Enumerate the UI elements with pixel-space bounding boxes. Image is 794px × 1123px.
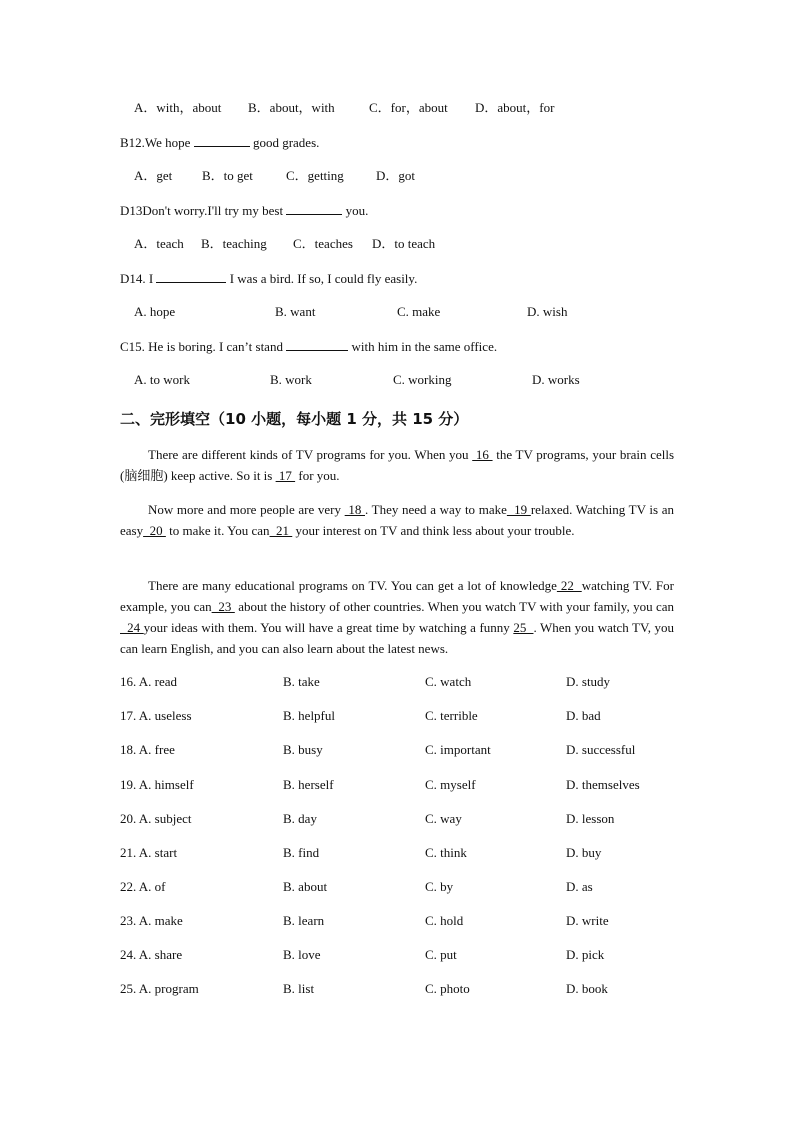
- passage-paragraph-1: [120, 444, 674, 486]
- p2-text-5: your interest on TV and think less about your trouble.: [292, 523, 575, 538]
- blank-19: 19: [506, 502, 531, 517]
- q11-option-b: B．about，with: [248, 100, 335, 115]
- q12-option-a: A．get: [134, 168, 173, 183]
- answer-24-b: B. love: [283, 947, 321, 962]
- blank-18: 18: [344, 502, 365, 517]
- q15-blank: [286, 338, 348, 351]
- answer-19-c: C. myself: [425, 777, 476, 792]
- passage-paragraph-2: [120, 499, 674, 541]
- q12-option-d: D．got: [376, 168, 416, 183]
- answer-24-c: C. put: [425, 947, 457, 962]
- q14-option-c: C. make: [397, 304, 441, 319]
- answer-20-b: B. day: [283, 811, 317, 826]
- blank-25: 25: [513, 620, 534, 635]
- answer-19-d: D. themselves: [566, 777, 640, 792]
- answer-16-a: 16. A. read: [120, 674, 178, 689]
- q11-option-d: D．about，for: [475, 100, 555, 115]
- q15-prefix: C15. He is boring. I can’t stand: [120, 339, 283, 354]
- q11-option-a: A．with，about: [134, 100, 222, 115]
- p3-text-4: your ideas with them. You will have a great time by watching a funny: [143, 620, 514, 635]
- q14-suffix: I was a bird. If so, I could fly easily.: [229, 271, 418, 286]
- blank-16: 16: [472, 447, 493, 462]
- p1-text-3: for you.: [295, 468, 340, 483]
- answer-22-d: D. as: [566, 879, 593, 894]
- q12-suffix: good grades.: [252, 135, 320, 150]
- p3-text-2: watching TV. For example, you can: [120, 578, 674, 614]
- q13-option-c: C．teaches: [293, 236, 353, 251]
- answer-24-d: D. pick: [566, 947, 605, 962]
- q15-suffix: with him in the same office.: [351, 339, 498, 354]
- p1-text-2: the TV programs, your brain cells (脑细胞) keep active. So it is: [120, 447, 675, 483]
- answer-20-a: 20. A. subject: [120, 811, 192, 826]
- blank-20: 20: [143, 523, 166, 538]
- answer-16-b: B. take: [283, 674, 320, 689]
- answer-22-c: C. by: [425, 879, 454, 894]
- answer-24-a: 24. A. share: [120, 947, 183, 962]
- q13-blank: [286, 202, 342, 215]
- answer-21-a: 21. A. start: [120, 845, 178, 860]
- q14-stem: [120, 270, 417, 287]
- q14-option-d: D. wish: [527, 304, 568, 319]
- answer-21-c: C. think: [425, 845, 467, 860]
- answer-19-a: 19. A. himself: [120, 777, 194, 792]
- answer-20-d: D. lesson: [566, 811, 615, 826]
- q15-option-b: B. work: [270, 372, 312, 387]
- answer-25-a: 25. A. program: [120, 981, 199, 996]
- answer-25-b: B. list: [283, 981, 315, 996]
- answer-16-c: C. watch: [425, 674, 472, 689]
- q14-option-a: A. hope: [134, 304, 176, 319]
- q15-stem: [120, 338, 497, 355]
- answer-22-a: 22. A. of: [120, 879, 166, 894]
- p3-text-1: There are many educational programs on TV. You can get a lot of knowledge: [148, 578, 557, 593]
- q12-option-b: B．to get: [202, 168, 253, 183]
- answer-17-a: 17. A. useless: [120, 708, 192, 723]
- answer-23-c: C. hold: [425, 913, 464, 928]
- blank-23: 23: [211, 599, 235, 614]
- q13-option-a: A．teach: [134, 236, 184, 251]
- answer-18-a: 18. A. free: [120, 742, 175, 757]
- answer-18-b: B. busy: [283, 742, 323, 757]
- p3-text-5: . When you watch TV, you can learn English, and you can also learn about the latest news.: [120, 620, 675, 656]
- q15-option-a: A. to work: [134, 372, 190, 387]
- answer-19-b: B. herself: [283, 777, 334, 792]
- answer-23-d: D. write: [566, 913, 609, 928]
- q12-prefix: B12.We hope: [120, 135, 191, 150]
- q15-option-c: C. working: [393, 372, 452, 387]
- answer-21-d: D. buy: [566, 845, 602, 860]
- p2-text-1: Now more and more people are very: [148, 502, 345, 517]
- blank-22: 22: [556, 578, 582, 593]
- answer-16-d: D. study: [566, 674, 611, 689]
- answer-22-b: B. about: [283, 879, 328, 894]
- answer-25-d: D. book: [566, 981, 608, 996]
- blank-24: 24: [120, 620, 144, 635]
- answer-20-c: C. way: [425, 811, 462, 826]
- answer-18-d: D. successful: [566, 742, 636, 757]
- answer-21-b: B. find: [283, 845, 320, 860]
- q13-option-d: D．to teach: [372, 236, 436, 251]
- p2-text-3: relaxed. Watching TV is an easy: [120, 502, 675, 538]
- q12-blank: [194, 134, 250, 147]
- q11-option-c: C．for，about: [369, 100, 448, 115]
- q14-option-b: B. want: [275, 304, 316, 319]
- p2-text-4: to make it. You can: [165, 523, 270, 538]
- blank-21: 21: [269, 523, 293, 538]
- p1-text-1: There are different kinds of TV programs for you. When you: [148, 447, 473, 462]
- answer-18-c: C. important: [425, 742, 491, 757]
- q12-stem: [120, 134, 319, 151]
- section-heading: 二、完形填空（10 小题，每小题 1 分，共 15 分）: [120, 410, 469, 428]
- answer-17-b: B. helpful: [283, 708, 335, 723]
- blank-17: 17: [275, 468, 296, 483]
- answer-17-d: D. bad: [566, 708, 601, 723]
- p2-text-2: . They need a way to make: [364, 502, 507, 517]
- q13-prefix: D13Don't worry.I'll try my best: [120, 203, 284, 218]
- answer-23-b: B. learn: [283, 913, 325, 928]
- q14-blank: [156, 270, 226, 283]
- p3-text-3: about the history of other countries. When you watch TV with your family, you can: [234, 599, 675, 614]
- q13-option-b: B．teaching: [201, 236, 267, 251]
- q15-option-d: D. works: [532, 372, 580, 387]
- answer-25-c: C. photo: [425, 981, 470, 996]
- answer-17-c: C. terrible: [425, 708, 478, 723]
- q13-stem: [120, 202, 368, 219]
- q12-option-c: C．getting: [286, 168, 344, 183]
- passage-paragraph-3: [120, 575, 674, 659]
- q14-prefix: D14. I: [120, 271, 154, 286]
- q13-suffix: you.: [345, 203, 369, 218]
- answer-23-a: 23. A. make: [120, 913, 183, 928]
